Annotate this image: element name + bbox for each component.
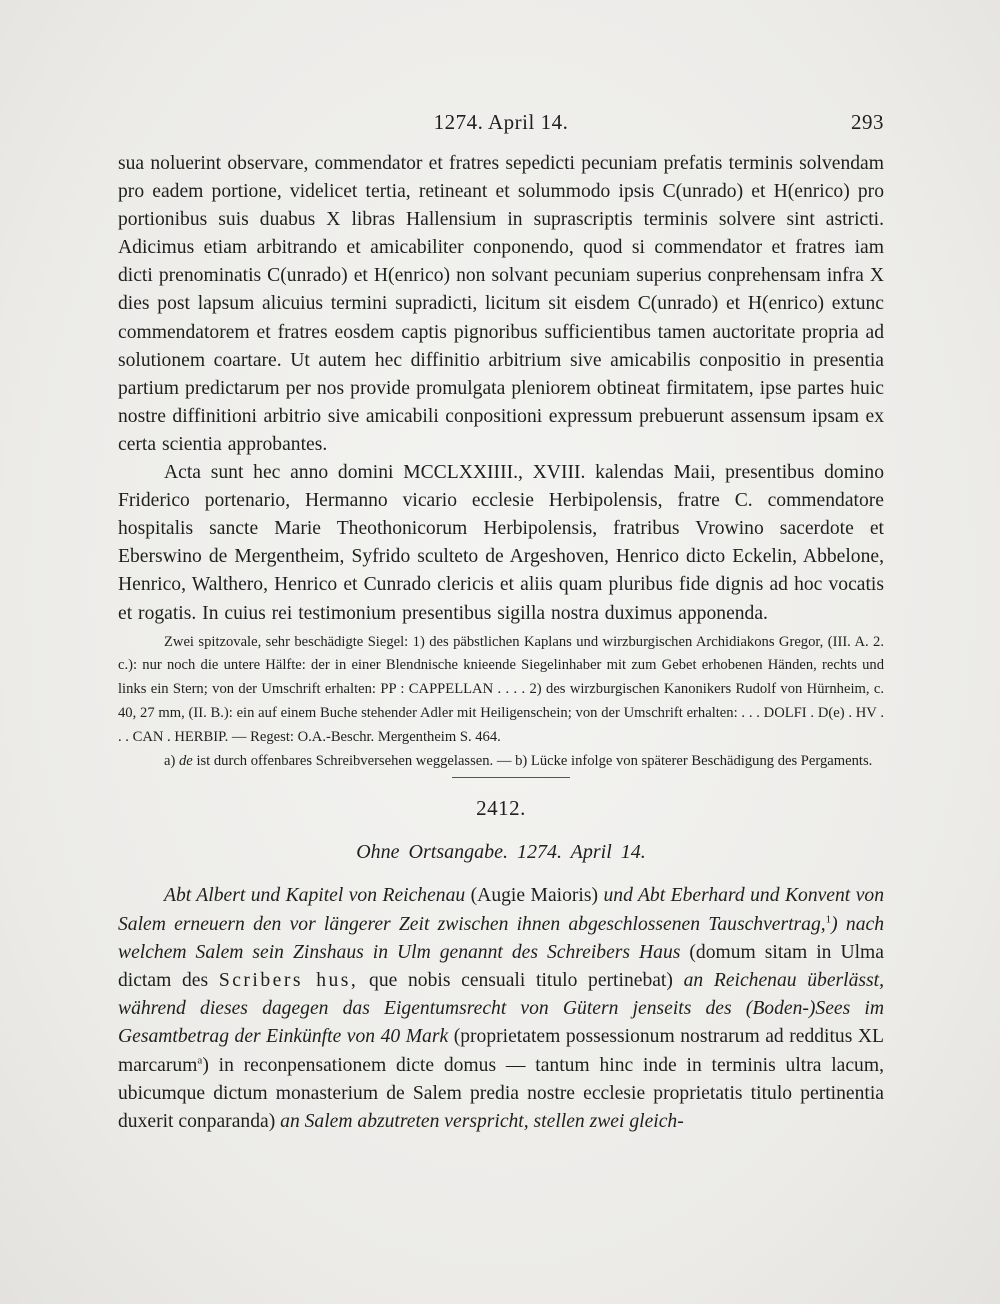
charter-text <box>118 150 884 628</box>
regest-text: (proprietatem possessionum nostrarum ad redditus XL marcarum <box>118 1026 884 1076</box>
regest-text: Scribers hus, <box>218 969 359 991</box>
apparatus-notes <box>118 631 884 774</box>
dateline: Ohne Ortsangabe. 1274. April 14. <box>356 841 646 864</box>
charter-paragraph: sua noluerint observare, commendator et fratres sepedicti pecuniam prefatis terminis solvendam pro eadem portione, videlicet tertia, retineant et solummodo ipsis C(unrado) et H(enrico) pro portionibus suis duabus X libras Hallensium in suprascriptis terminis solvere sint astricti. Adicimus etiam arbitrando et amicabiliter conponendo, quod si commendator et fratres iam dicti prenominatis C(unrado) et H(enrico) non solvant pecuniam superius conprehensam infra X dies post lapsum alicuius termini supradicti, licitum sit eisdem C(unrado) et H(enrico) extunc commendatorem et fratres eosdem captis pignoribus sufficientibus tamen auctoritate propria ad solutionem coartare. Ut autem hec diffinitio arbitrium sive amicabilis conpositio in presentia partium predictarum per nos provide promulgata pleniorem obtineat firmitatem, ipse partes huic nostre diffinitioni arbitrio sive amicabili conpositioni expressum prebuerunt assensum ipsam ex certa scientia approbantes. <box>118 153 884 455</box>
footnote-label: a) <box>164 752 176 769</box>
charter-paragraph: Acta sunt hec anno domini MCCLXXIIII., XVIII. kalendas Maii, presentibus domino Friderico portenario, Hermanno vicario ecclesie Herbipolensis, fratre C. commendatore hospitalis sancte Marie Theothonicorum Herbipolensis, fratribus Vrowino sacerdote et Eberswino de Mergentheim, Syfrido sculteto de Argeshoven, Henrico dicto Eckelin, Abbelone, Henrico, Walthero, Henrico et Cunrado clericis et aliis quam pluribus fide dignis ad hoc vocatis et rogatis. In cuius rei testimonium presentibus sigilla nostra duximus apponenda. <box>118 462 884 624</box>
regest-text: und Abt Eberhard und Konvent von Salem erneuern den vor längerer Zeit zwischen ihnen abgeschlossenen Tauschvertrag, <box>118 885 884 935</box>
footnote-word: de <box>179 752 193 769</box>
regest-text: ) nach welchem Salem sein Zinshaus in Ulm genannt des Schreibers Haus <box>118 913 884 963</box>
footnote <box>118 750 884 774</box>
regest-text: Abt Albert und Kapitel von Reichenau <box>164 885 466 907</box>
regest-text: (domum sitam in Ulma dictam des <box>118 941 884 991</box>
section-divider <box>452 777 570 778</box>
footnote-marker: 1 <box>825 913 832 926</box>
regest-text: ) in reconpensationem dicte domus — tantum hinc inde in terminis ultra lacum, ubicumque dictum monasterium de Salem predia nostre ecclesie proprietatis titulo pertinentia duxerit conparanda) <box>118 1054 884 1132</box>
page-number: 293 <box>851 110 884 134</box>
footnote-marker: a <box>197 1054 203 1067</box>
regest-text: an Reichenau überlässt, während dieses dagegen das Eigentumsrecht von Gütern jenseits des (Boden-)Sees im Gesamtbetrag der Einkünfte von 40 Mark <box>118 969 884 1048</box>
footnote-text: ist durch offenbares Schreibversehen weggelassen. — b) Lücke infolge von späterer Beschädigung des Pergaments. <box>196 752 873 769</box>
regest-text: que nobis censuali titulo pertinebat) <box>369 969 673 991</box>
regest-text: (Augie Maioris) <box>470 885 598 907</box>
page-body <box>118 150 884 1136</box>
page-header <box>118 110 884 140</box>
regest-paragraph <box>118 882 884 1136</box>
document-number: 2412. <box>476 796 526 821</box>
running-head: 1274. April 14. <box>433 110 569 134</box>
regest <box>118 882 884 1136</box>
seal-description: Zwei spitzovale, sehr beschädigte Siegel: 1) des päbstlichen Kaplans und wirzburgischen Archidiakons Gregor, (III. A. 2. c.): nur noch die untere Hälfte: der in einer Blendnische knieende Siegelinhaber mit zum Gebet erhobenen Händen, rechts und links ein Stern; von der Umschrift erhalten: PP : CAPPELLAN . . . . 2) des wirzburgischen Kanonikers Rudolf von Hürnheim, c. 40, 27 mm, (II. B.): ein auf einem Buche stehender Adler mit Heiligenschein; von der Umschrift erhalten: . . . DOLFI . D(e) . HV . . . CAN . HERBIP. — Regest: O.A.-Beschr. Mergentheim S. 464. <box>118 633 884 745</box>
regest-text: an Salem abzutreten verspricht, stellen zwei gleich- <box>280 1111 684 1132</box>
